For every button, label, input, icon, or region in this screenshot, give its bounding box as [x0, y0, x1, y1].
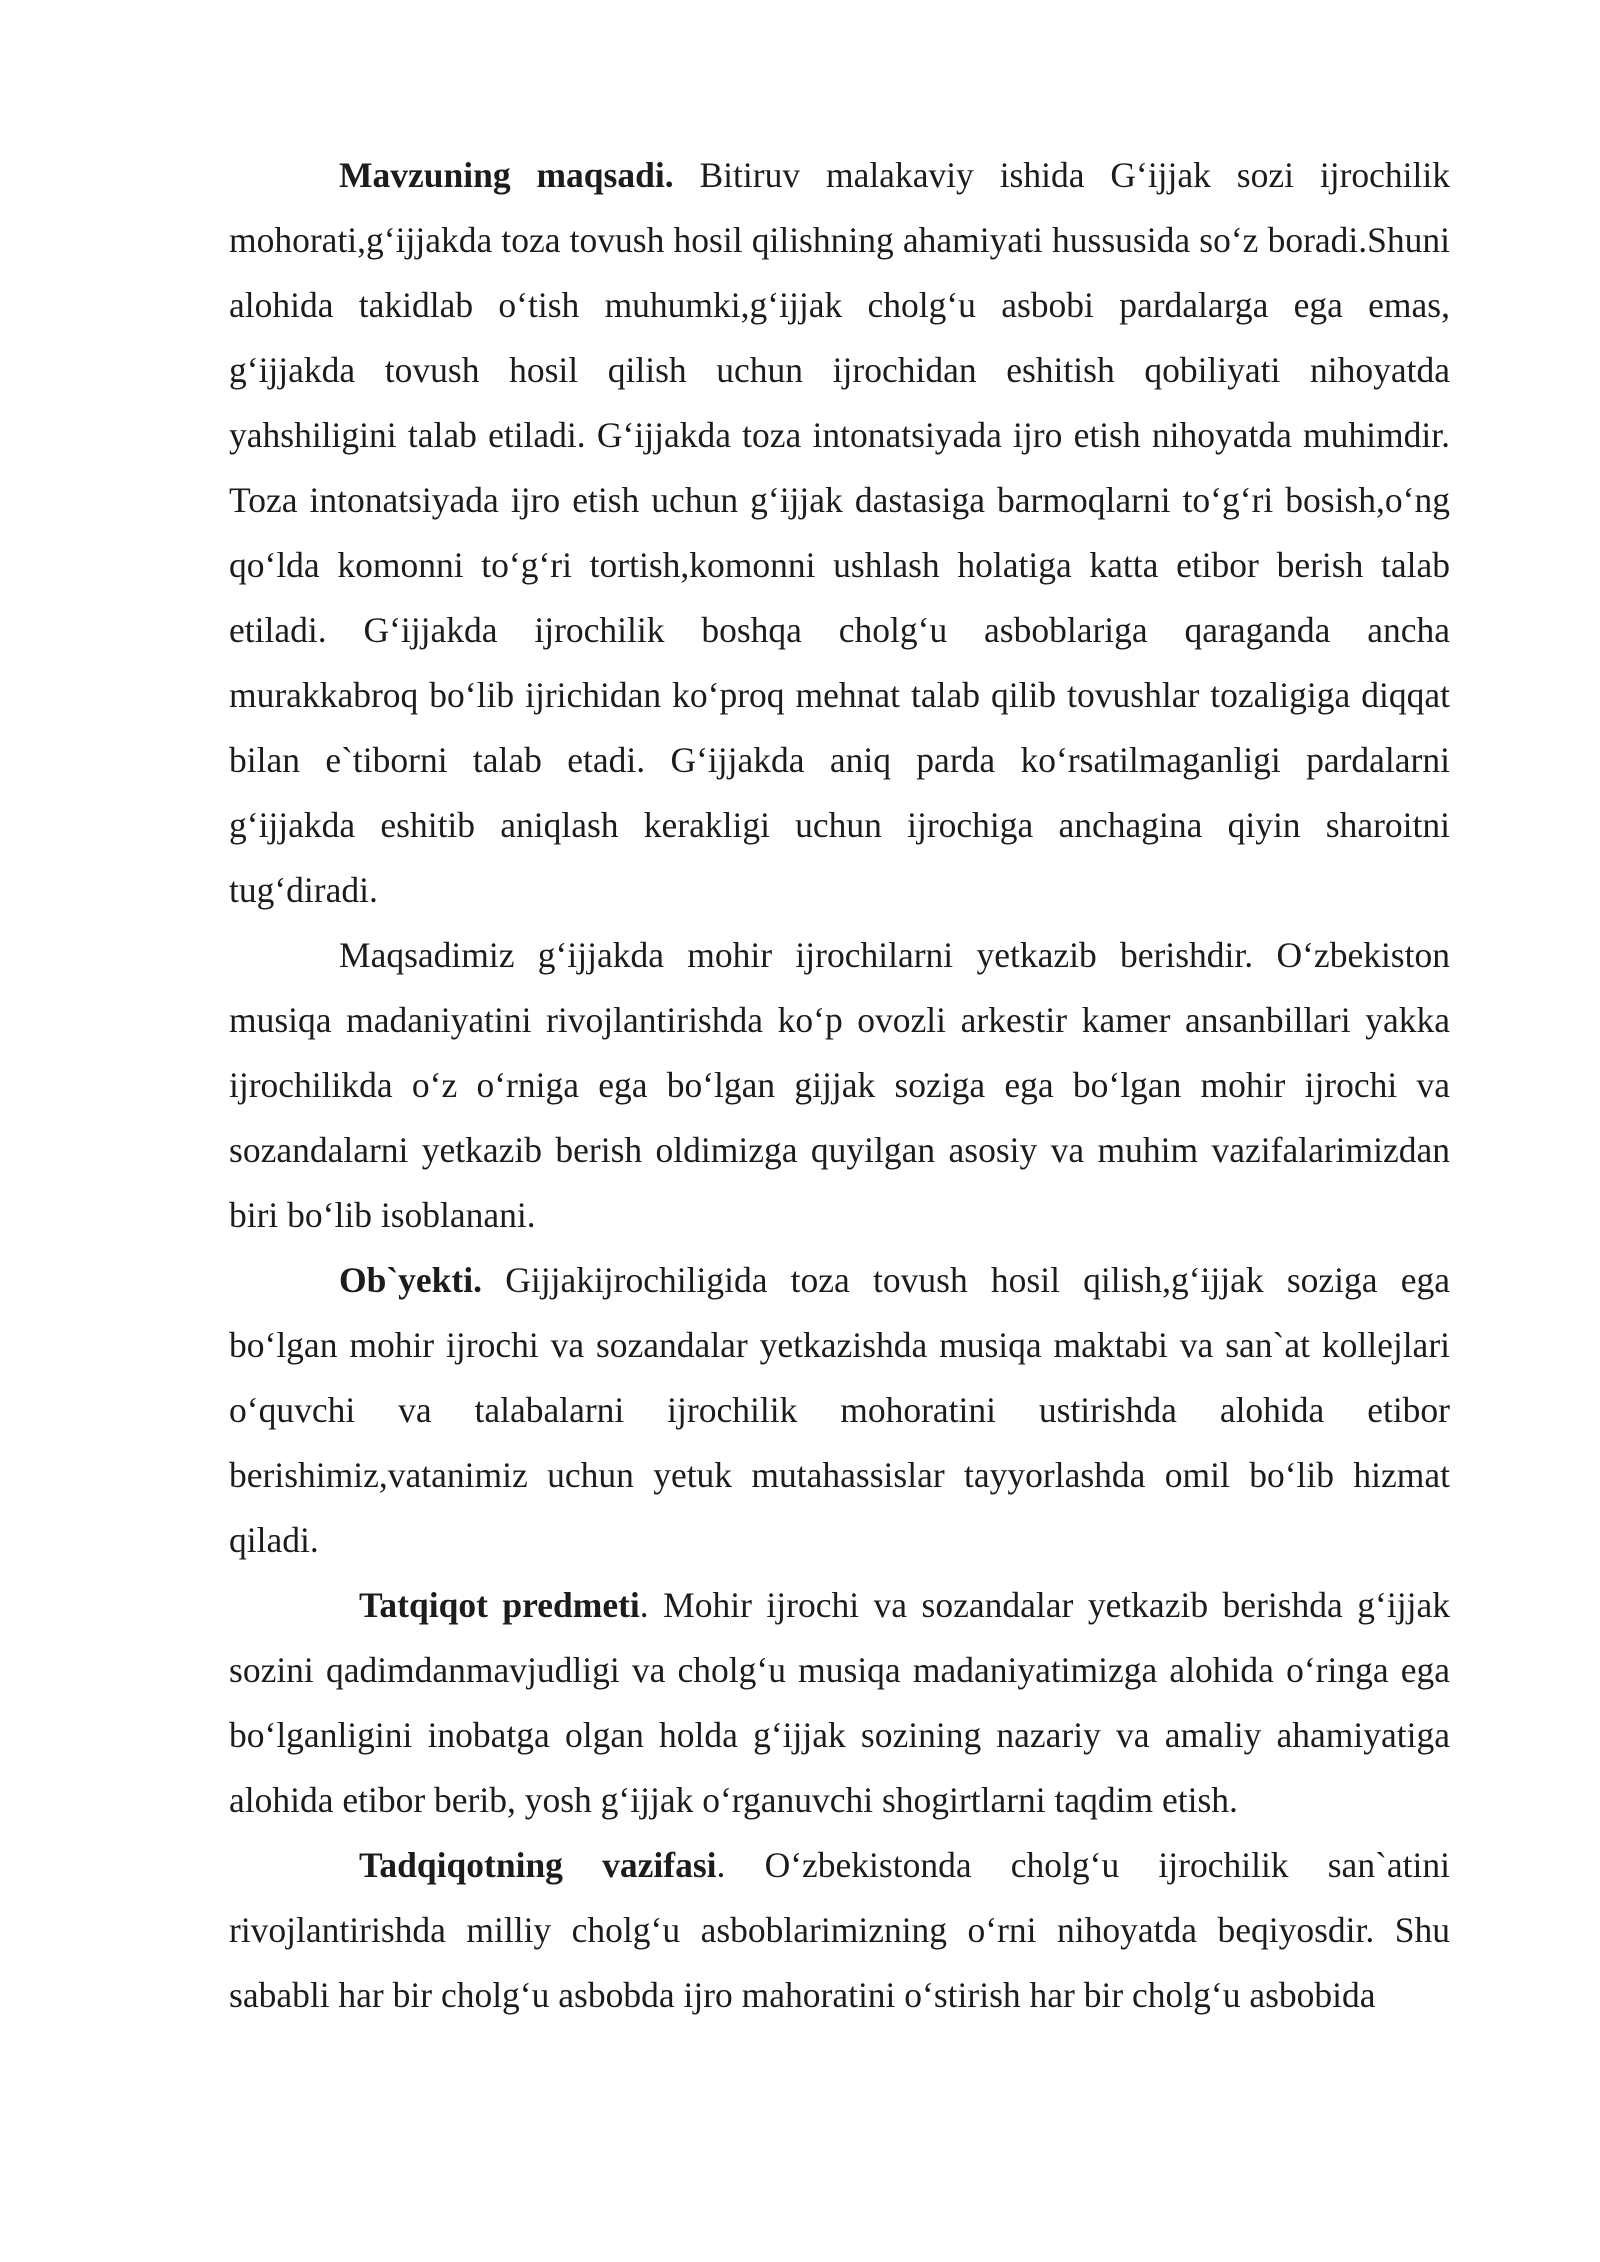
paragraph-heading: Tatqiqot predmeti	[359, 1585, 640, 1625]
paragraph-tadqiqotning-vazifasi	[229, 1833, 1450, 2028]
paragraph-text: Gijjakijrochiligida toza tovush hosil qilish,g‘ijjak soziga ega bo‘lgan mohir ijrochi va sozandalar yetkazishda musiqa maktabi va san`at kollejlari o‘quvchi va talabalarni ijrochilik mohoratini ustirishda alohida etibor berishimiz,vatanimiz uchun yetuk mutahassislar tayyorlashda omil bo‘lib hizmat qiladi.	[229, 1260, 1450, 1560]
paragraph-heading: Mavzuning maqsadi.	[339, 155, 674, 195]
paragraph-heading: Tadqiqotning vazifasi	[359, 1845, 717, 1885]
paragraph-tatqiqot-predmeti	[229, 1573, 1450, 1833]
document-body	[229, 143, 1450, 2028]
paragraph-mavzuning-maqsadi	[229, 143, 1450, 923]
paragraph-text: Maqsadimiz g‘ijjakda mohir ijrochilarni yetkazib berishdir. O‘zbekiston musiqa madaniyatini rivojlantirishda ko‘p ovozli arkestir kamer ansanbillari yakka ijrochilikda o‘z o‘rniga ega bo‘lgan gijjak soziga ega bo‘lgan mohir ijrochi va sozandalarni yetkazib berish oldimizga quyilgan asosiy va muhim vazifalarimizdan biri bo‘lib isoblanani.	[229, 935, 1450, 1235]
paragraph-heading: Ob`yekti.	[339, 1260, 482, 1300]
paragraph-text: . O‘zbekistonda cholg‘u ijrochilik san`atini rivojlantirishda milliy cholg‘u asboblarimizning o‘rni nihoyatda beqiyosdir. Shu sababli har bir cholg‘u asbobda ijro mahoratini o‘stirish har bir cholg‘u asbobida	[229, 1845, 1450, 2015]
paragraph-obyekti	[229, 1248, 1450, 1573]
paragraph-text: Bitiruv malakaviy ishida G‘ijjak sozi ijrochilik mohorati,g‘ijjakda toza tovush hosil qilishning ahamiyati hussusida so‘z boradi.Shuni alohida takidlab o‘tish muhumki,g‘ijjak cholg‘u asbobi pardalarga ega emas, g‘ijjakda tovush hosil qilish uchun ijrochidan eshitish qobiliyati nihoyatda yahshiligini talab etiladi. G‘ijjakda toza intonatsiyada ijro etish nihoyatda muhimdir. Toza intonatsiyada ijro etish uchun g‘ijjak dastasiga barmoqlarni to‘g‘ri bosish,o‘ng qo‘lda komonni to‘g‘ri tortish,komonni ushlash holatiga katta etibor berish talab etiladi. G‘ijjakda ijrochilik boshqa cholg‘u asboblariga qaraganda ancha murakkabroq bo‘lib ijrichidan ko‘proq mehnat talab qilib tovushlar tozaligiga diqqat bilan e`tiborni talab etadi. G‘ijjakda aniq parda ko‘rsatilmaganligi pardalarni g‘ijjakda eshitib aniqlash kerakligi uchun ijrochiga anchagina qiyin sharoitni tug‘diradi.	[229, 155, 1451, 910]
paragraph-text: . Mohir ijrochi va sozandalar yetkazib berishda g‘ijjak sozini qadimdanmavjudligi va cholg‘u musiqa madaniyatimizga alohida o‘ringa ega bo‘lganligini inobatga olgan holda g‘ijjak sozining nazariy va amaliy ahamiyatiga alohida etibor berib, yosh g‘ijjak o‘rganuvchi shogirtlarni taqdim etish.	[229, 1585, 1450, 1820]
paragraph-maqsadimiz	[229, 923, 1450, 1248]
